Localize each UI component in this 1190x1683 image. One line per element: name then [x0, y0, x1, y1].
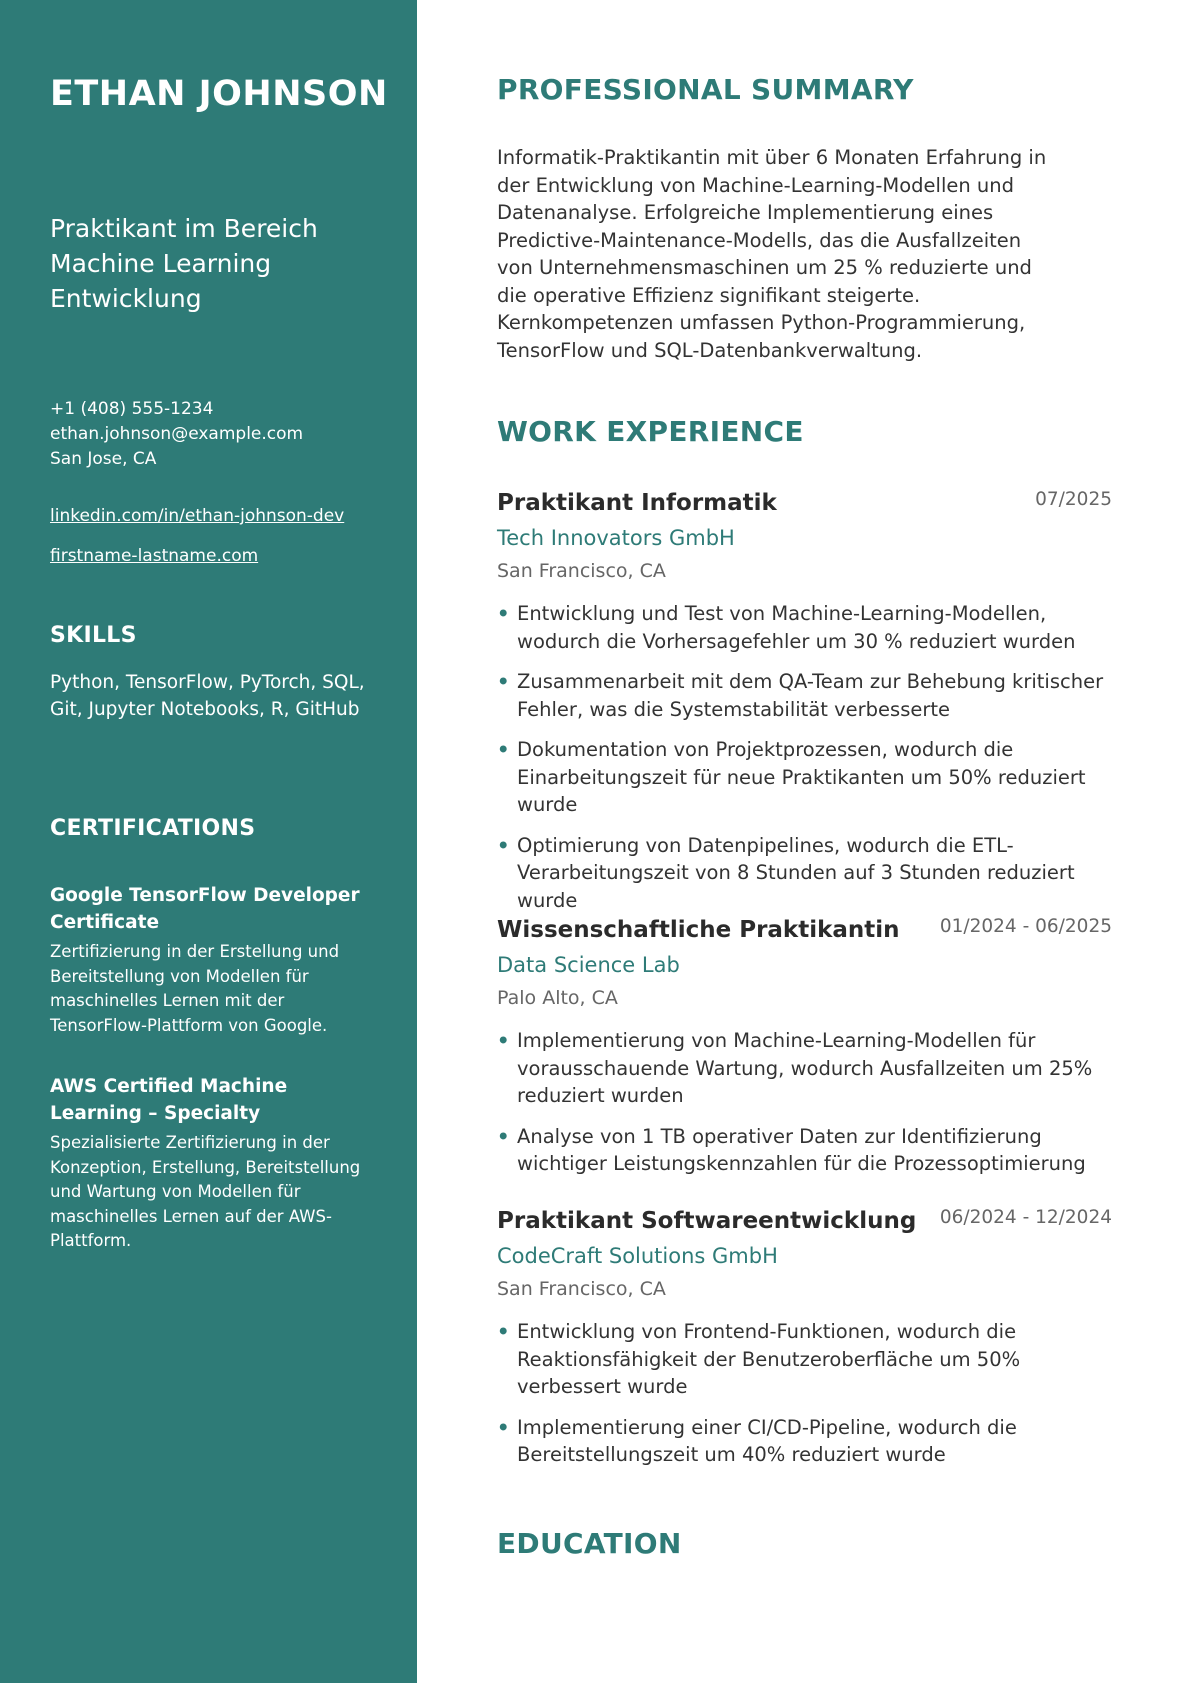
linkedin-link[interactable]: linkedin.com/in/ethan-johnson-dev — [50, 506, 345, 526]
certification-item — [50, 882, 380, 1038]
job-date: 01/2024 - 06/2025 — [939, 916, 1112, 937]
sidebar — [0, 0, 417, 1683]
bullet-dot-icon: • — [497, 1124, 510, 1148]
bullet-dot-icon: • — [497, 833, 510, 857]
job-entry — [497, 487, 1112, 927]
job-bullet-text: Implementierung einer CI/CD-Pipeline, wodurch die Bereitstellungszeit um 40% reduziert wurde — [517, 1415, 1017, 1466]
education-heading: EDUCATION — [497, 1527, 682, 1560]
job-bullet — [497, 1318, 1112, 1401]
contact-block — [50, 397, 303, 472]
contact-location: San Jose, CA — [50, 449, 157, 469]
job-bullet-text: Entwicklung von Frontend-Funktionen, wodurch die Reaktionsfähigkeit der Benutzeroberfläche um 50% verbessert wurde — [517, 1320, 1021, 1398]
main-content — [497, 0, 1112, 1683]
job-bullet-text: Optimierung von Datenpipelines, wodurch die ETL-Verarbeitungszeit von 8 Stunden auf 3 Stunden reduziert wurde — [517, 833, 1075, 912]
job-location: San Francisco, CA — [497, 1278, 666, 1300]
job-bullet-text: Implementierung von Machine-Learning-Modellen für vorausschauende Wartung, wodurch Ausfallzeiten um 25% reduziert wurden — [517, 1029, 1093, 1107]
certification-item — [50, 1073, 380, 1254]
bullet-dot-icon: • — [497, 670, 510, 693]
candidate-headline: Praktikant im Bereich Machine Learning Entwicklung — [50, 214, 318, 313]
job-bullet — [497, 600, 1112, 655]
job-bullet-text: Entwicklung und Test von Machine-Learning-Modellen, wodurch die Vorhersagefehler um 30 % reduziert wurden — [517, 602, 1076, 653]
job-bullets — [497, 1027, 1112, 1178]
certification-description: Spezialisierte Zertifizierung in der Konzeption, Erstellung, Bereitstellung und Wartung von Modellen für maschinelles Lernen auf der AWS-Plattform. — [50, 1133, 361, 1250]
certifications-heading: CERTIFICATIONS — [50, 816, 256, 841]
bullet-dot-icon: • — [497, 1029, 510, 1052]
summary-text: Informatik-Praktikantin mit über 6 Monaten Erfahrung in der Entwicklung von Machine-Learning-Modellen und Datenanalyse. Erfolgreiche Implementierung eines Predictive-Maintenance-Modells, das die Ausfallzeiten von Unternehmensmaschinen um 25 % reduzierte und die operative Effizienz signifikant steigerte. Kernkompetenzen umfassen Python-Programmierung, TensorFlow und SQL-Datenbankverwaltung. — [497, 146, 1047, 362]
summary-heading: PROFESSIONAL SUMMARY — [497, 73, 914, 106]
website-link[interactable]: firstname-lastname.com — [50, 546, 259, 566]
candidate-name: ETHAN JOHNSON — [50, 74, 388, 114]
skills-list: Python, TensorFlow, PyTorch, SQL, Git, Jupyter Notebooks, R, GitHub — [50, 672, 365, 720]
job-company: Data Science Lab — [497, 953, 680, 977]
certification-title: AWS Certified Machine Learning – Specialty — [50, 1076, 288, 1124]
job-bullet-text: Zusammenarbeit mit dem QA-Team zur Behebung kritischer Fehler, was die Systemstabilität verbesserte — [517, 670, 1104, 721]
work-experience-heading: WORK EXPERIENCE — [497, 415, 804, 448]
job-bullet — [497, 832, 1112, 915]
job-location: Palo Alto, CA — [497, 987, 618, 1009]
job-bullet — [497, 668, 1112, 723]
skills-heading: SKILLS — [50, 623, 137, 648]
job-entry — [497, 1205, 1112, 1482]
job-bullet — [497, 1123, 1112, 1178]
bullet-dot-icon: • — [497, 602, 510, 625]
job-bullet-text: Dokumentation von Projektprozessen, wodurch die Einarbeitungszeit für neue Praktikanten um 50% reduziert wurde — [517, 738, 1086, 816]
certification-description: Zertifizierung in der Erstellung und Bereitstellung von Modellen für maschinelles Lernen mit der TensorFlow-Plattform von Google. — [50, 942, 340, 1035]
job-bullet-text: Analyse von 1 TB operativer Daten zur Identifizierung wichtiger Leistungskennzahlen für die Prozessoptimierung — [517, 1124, 1086, 1175]
contact-email: ethan.johnson@example.com — [50, 424, 304, 444]
contact-phone: +1 (408) 555-1234 — [50, 399, 214, 419]
job-location: San Francisco, CA — [497, 560, 666, 582]
job-title: Praktikant Softwareentwicklung — [497, 1208, 917, 1234]
job-company: Tech Innovators GmbH — [497, 526, 735, 550]
bullet-dot-icon: • — [497, 1320, 510, 1343]
job-entry — [497, 914, 1112, 1191]
job-bullet — [497, 1027, 1112, 1110]
bullet-dot-icon: • — [497, 1415, 510, 1439]
job-title: Praktikant Informatik — [497, 490, 777, 516]
bullet-dot-icon: • — [497, 738, 510, 761]
job-bullet — [497, 1414, 1112, 1469]
job-bullets — [497, 1318, 1112, 1469]
job-title: Wissenschaftliche Praktikantin — [497, 917, 900, 943]
job-bullet — [497, 736, 1112, 819]
job-bullets — [497, 600, 1112, 914]
certification-title: Google TensorFlow Developer Certificate — [50, 885, 360, 933]
job-company: CodeCraft Solutions GmbH — [497, 1244, 778, 1268]
job-date: 07/2025 — [1035, 489, 1112, 510]
job-date: 06/2024 - 12/2024 — [939, 1207, 1112, 1228]
